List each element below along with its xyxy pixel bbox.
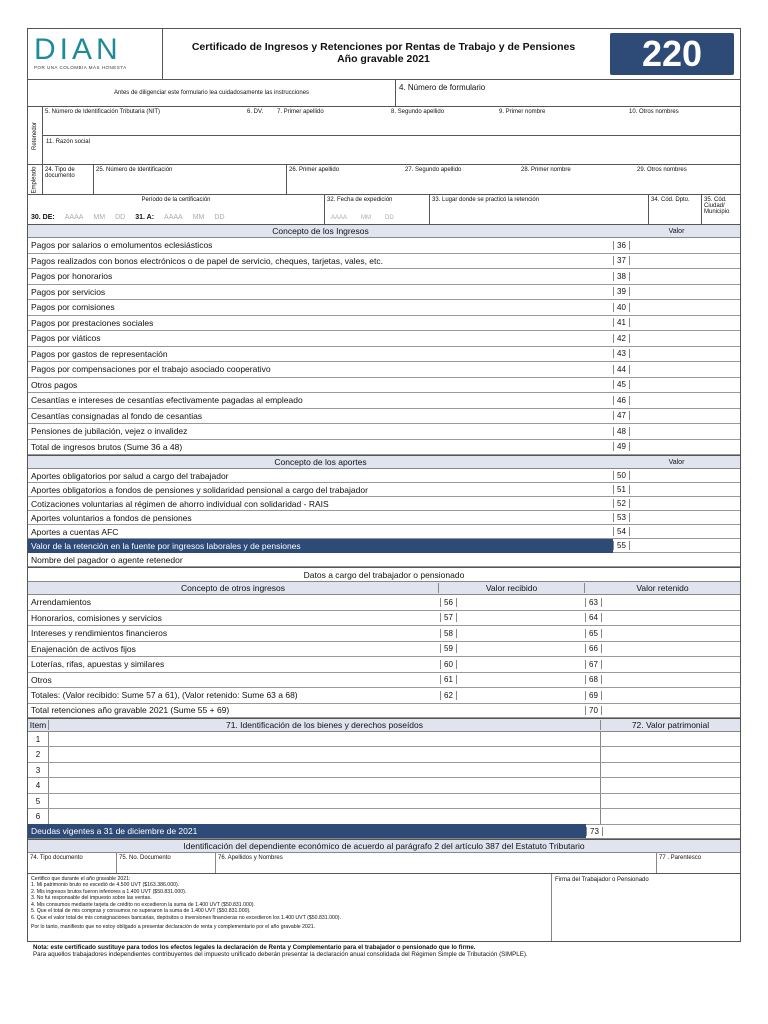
row-number: 50 <box>613 471 630 480</box>
row-number: 52 <box>613 499 630 508</box>
concept-label: Cotizaciones voluntarias al régimen de ahorro individual con solidaridad - RAIS <box>31 498 329 509</box>
numero-identificacion-field[interactable] <box>94 165 287 194</box>
tipo-documento-field[interactable] <box>43 165 94 194</box>
instructions-text: Antes de diligenciar este formulario lea cuidadosamente las instrucciones <box>28 80 396 106</box>
table-row <box>28 347 740 363</box>
item-number: 5 <box>28 794 49 809</box>
row-number: 42 <box>613 334 630 343</box>
nota-line2: Para aquellos trabajadores independientes contribuyentes del impuesto unificado deberán presentar la declaración anual consolidada del Régimen Simple de Tributación (SIMPLE). <box>33 951 528 958</box>
empleado-section <box>27 165 741 195</box>
total-retenciones-row <box>28 704 740 718</box>
field4-label: 4. Número de formulario <box>399 83 486 92</box>
table-row <box>28 595 740 611</box>
ingresos-header <box>28 225 740 238</box>
deudas-row <box>28 825 740 839</box>
pagador-row[interactable] <box>28 553 740 567</box>
aportes-rows <box>28 469 740 539</box>
dependiente-fields <box>28 853 740 873</box>
concept-label: Pensiones de jubilación, vejez o invalidez <box>31 426 188 437</box>
table-row <box>28 269 740 285</box>
table-row <box>28 316 740 332</box>
f74-label: 74. Tipo documento <box>30 854 83 861</box>
intro-row <box>27 80 741 107</box>
firma-field[interactable] <box>552 874 740 941</box>
retenedor-section <box>27 107 741 165</box>
retenedor-row1 <box>43 107 740 136</box>
concept-label: Aportes obligatorios por salud a cargo del trabajador <box>31 470 229 481</box>
firma-label: Firma del Trabajador o Pensionado <box>555 876 649 883</box>
bienes-header <box>28 719 740 732</box>
segundo-apellido-field[interactable] <box>389 107 497 135</box>
concept-label: Pagos realizados con bonos electrónicos o de papel de servicio, cheques, tarjetas, vales, etc. <box>31 255 384 266</box>
bien-ident-cell[interactable] <box>49 794 600 809</box>
row-number: 39 <box>613 287 630 296</box>
item-number: 4 <box>28 778 49 793</box>
a-mm[interactable]: MM <box>192 214 205 221</box>
f24-label: 24. Tipo de documento <box>45 167 75 179</box>
emp-segundo-apellido-field[interactable] <box>403 165 519 194</box>
retencion-label: Valor de la retención en la fuente por ingresos laborales y de pensiones <box>28 539 613 553</box>
row-number: 38 <box>613 272 630 281</box>
bien-ident-cell[interactable] <box>49 809 600 824</box>
certificate-form <box>27 28 741 959</box>
concept-label: Pagos por servicios <box>31 286 106 297</box>
ingresos-concept-header: Concepto de los Ingresos <box>272 226 369 236</box>
title-line2: Año gravable 2021 <box>337 53 430 65</box>
exp-aaaa: AAAA <box>331 215 348 221</box>
bienes-table <box>27 719 741 840</box>
dep-tipo-doc-field[interactable] <box>28 853 117 873</box>
row-number: 61 <box>440 675 457 684</box>
concept-label: Total de ingresos brutos (Sume 36 a 48) <box>31 441 183 452</box>
table-row <box>28 285 740 301</box>
f77-label: 77 . Parentesco <box>659 854 702 861</box>
de-aaaa[interactable]: AAAA <box>64 214 84 221</box>
otros-ingresos-table <box>27 568 741 719</box>
periodo-section <box>27 195 741 225</box>
concept-label: Cesantías e intereses de cesantías efectivamente pagadas al empleado <box>31 395 303 406</box>
table-row <box>28 378 740 394</box>
form-number: 220 <box>610 33 734 75</box>
periodo-block <box>28 195 325 224</box>
otros-concept-header: Concepto de otros ingresos <box>181 583 285 593</box>
table-row <box>28 778 740 794</box>
fecha-placeholders <box>331 215 394 221</box>
table-row <box>28 794 740 810</box>
concept-label: Cesantías consignadas al fondo de cesantias <box>31 410 203 421</box>
retenido-header: Valor retenido <box>584 583 740 593</box>
certifico-line: 5. Que el total de mis compras y consumos no superaron la suma de 1.400 UVT ($50.831.000). <box>31 908 251 915</box>
concept-label: Pagos por honorarios <box>31 271 113 282</box>
concept-label: Pagos por gastos de representación <box>31 348 168 359</box>
concept-label: Intereses y rendimientos financieros <box>31 628 168 639</box>
f6-label: 6. DV. <box>247 109 264 115</box>
item-number: 3 <box>28 763 49 778</box>
row-number: 45 <box>613 380 630 389</box>
concept-label: Arrendamientos <box>31 597 92 608</box>
row-number: 57 <box>440 613 457 622</box>
retencion-num: 55 <box>613 541 630 550</box>
aportes-header <box>28 456 740 469</box>
ingresos-rows <box>28 238 740 455</box>
certifico-intro: Certifico que durante el año gravable 2021: <box>31 875 131 882</box>
form-number-field[interactable] <box>396 80 740 106</box>
periodo-label: Período de la certificación <box>141 197 211 203</box>
exp-dd: DD <box>385 215 394 221</box>
row-number: 36 <box>613 241 630 250</box>
certifico-line: 3. No fui responsable del impuesto sobre las ventas. <box>31 895 152 902</box>
aportes-concept-header: Concepto de los aportes <box>274 457 367 467</box>
table-row <box>28 809 740 825</box>
periodo-a: 31. A: <box>135 214 155 221</box>
otros-nombres-field[interactable] <box>627 107 740 135</box>
row-number: 47 <box>613 411 630 420</box>
ingresos-value-header: Valor <box>668 227 685 235</box>
nota-line1: Nota: este certificado sustituye para todos los efectos legales la declaración de Renta y Complementario para el trabajador o pensionado que lo firme. <box>33 943 476 951</box>
row-number: 46 <box>613 396 630 405</box>
valor-patrimonial-cell[interactable] <box>600 732 740 747</box>
primer-nombre-field[interactable] <box>497 107 627 135</box>
f5-label: 5. Número de Identificación Tributaria (NIT) <box>45 109 161 115</box>
certifico-text <box>28 874 552 941</box>
empleado-side-label: Empleado <box>32 165 38 194</box>
concept-label: Enajenación de activos fijos <box>31 643 136 654</box>
de-dd[interactable]: DD <box>115 214 126 221</box>
concept-label: Pagos por salarios o emolumentos eclesiásticos <box>31 240 213 251</box>
row-number: 58 <box>440 629 457 638</box>
emp-primer-nombre-field[interactable] <box>519 165 635 194</box>
logo-wordmark: DIAN <box>34 33 122 66</box>
valor-patrimonial-cell[interactable] <box>600 809 740 824</box>
bienes-rows <box>28 732 740 825</box>
aportes-value-header: Valor <box>668 458 685 466</box>
dependiente-header: Identificación del dependiente económico de acuerdo al parágrafo 2 del artículo 387 del Estatuto Tributario <box>28 840 740 853</box>
emp-otros-nombres-field[interactable] <box>635 165 740 194</box>
concept-label: Otros pagos <box>31 379 78 390</box>
otros-rows <box>28 595 740 704</box>
form-header <box>27 28 741 80</box>
row-number: 43 <box>613 349 630 358</box>
bien-ident-cell[interactable] <box>49 732 600 747</box>
valor-patrimonial-cell[interactable] <box>600 747 740 762</box>
dv-field[interactable] <box>245 107 275 135</box>
f26-label: 26. Primer apellido <box>289 167 340 173</box>
concept-label: Otros <box>31 674 52 685</box>
bien-ident-cell[interactable] <box>49 747 600 762</box>
concept-label: Aportes voluntarios a fondos de pensiones <box>31 512 192 523</box>
row-number: 59 <box>440 644 457 653</box>
a-dd[interactable]: DD <box>214 214 225 221</box>
table-row <box>28 673 740 689</box>
f9-label: 9. Primer nombre <box>499 109 546 115</box>
f75-label: 75. No. Documento <box>119 854 171 861</box>
table-row <box>28 511 740 525</box>
concept-label: Pagos por comisiones <box>31 302 115 313</box>
total-retenciones-label: Total retenciones año gravable 2021 (Sume 55 + 69) <box>31 705 230 715</box>
bien-ident-cell[interactable] <box>49 778 600 793</box>
aportes-table <box>27 456 741 568</box>
table-row <box>28 393 740 409</box>
row-number: 62 <box>440 691 457 700</box>
dependiente-section <box>27 840 741 874</box>
bien-ident-cell[interactable] <box>49 763 600 778</box>
ident-header: 71. Identificación de los bienes y derechos poseídos <box>225 719 424 730</box>
table-row <box>28 611 740 627</box>
item-number: 6 <box>28 809 49 824</box>
concept-label: Loterías, rifas, apuestas y similares <box>31 659 165 670</box>
cod-ciudad-field[interactable] <box>702 195 740 224</box>
periodo-de: 30. DE: <box>31 214 55 221</box>
row-number: 60 <box>440 660 457 669</box>
logo-tagline: POR UNA COLOMBIA MÁS HONESTA <box>34 65 127 70</box>
f11-label: 11. Razón social <box>46 139 90 145</box>
table-row <box>28 525 740 539</box>
row-number: 54 <box>613 527 630 536</box>
dep-parentesco-field[interactable] <box>657 853 740 873</box>
lugar-retencion-field[interactable] <box>430 195 649 224</box>
table-row <box>28 642 740 658</box>
otros-header <box>28 582 740 595</box>
periodo-dates <box>31 214 225 221</box>
certifico-line: 1. Mi patrimonio bruto no excedió de 4.500 UVT ($163.386.000). <box>31 882 180 889</box>
row-number: 66 <box>585 644 602 653</box>
f10-label: 10. Otros nombres <box>629 109 679 115</box>
deudas-num: 73 <box>586 827 603 836</box>
table-row <box>28 763 740 779</box>
dep-nombres-field[interactable] <box>216 853 657 873</box>
item-number: 2 <box>28 747 49 762</box>
pagador-label: Nombre del pagador o agente retenedor <box>31 554 183 565</box>
row-number: 49 <box>613 442 630 451</box>
certifico-section <box>27 874 741 942</box>
fecha-expedicion-field[interactable] <box>325 195 430 224</box>
cod-dpto-field[interactable] <box>649 195 702 224</box>
f8-label: 8. Segundo apellido <box>391 109 445 115</box>
f76-label: 76. Apellidos y Nombres <box>218 854 283 861</box>
nit-field[interactable] <box>43 107 245 135</box>
table-row <box>28 331 740 347</box>
table-row <box>28 483 740 497</box>
row-number: 53 <box>613 513 630 522</box>
row-number: 44 <box>613 365 630 374</box>
datos-header: Datos a cargo del trabajador o pensionado <box>28 568 740 582</box>
row-number: 65 <box>585 629 602 638</box>
row-number: 40 <box>613 303 630 312</box>
table-row <box>28 732 740 748</box>
recibido-header: Valor recibido <box>438 583 584 593</box>
f28-label: 28. Primer nombre <box>521 167 571 173</box>
item-header: Item <box>28 720 49 730</box>
concept-label: Honorarios, comisiones y servicios <box>31 612 162 623</box>
exp-mm: MM <box>361 215 372 221</box>
table-row <box>28 469 740 483</box>
f35-label: 35. Cód. Ciudad/ Municipio <box>704 197 730 215</box>
f33-label: 33. Lugar donde se practicó la retención <box>432 197 540 203</box>
valor-patrimonial-header: 72. Valor patrimonial <box>600 720 740 730</box>
valor-patrimonial-cell[interactable] <box>600 794 740 809</box>
retenedor-side-label: Retenedor <box>32 121 38 150</box>
retenedor-fields <box>43 107 740 164</box>
row-number: 64 <box>585 613 602 622</box>
concept-label: Aportes a cuentas AFC <box>31 526 119 537</box>
deudas-label: Deudas vigentes a 31 de diciembre de 2021 <box>28 824 586 838</box>
table-row <box>28 409 740 425</box>
valor-patrimonial-cell[interactable] <box>600 778 740 793</box>
emp-primer-apellido-field[interactable] <box>287 165 403 194</box>
f7-label: 7. Primer apellido <box>277 109 324 115</box>
a-aaaa[interactable]: AAAA <box>164 214 183 221</box>
row-number: 56 <box>440 598 457 607</box>
razon-social-field[interactable] <box>43 136 740 164</box>
certifico-line: 4. Mis consumos mediante tarjeta de crédito no excedieron la suma de 1.400 UVT ($50.831.000). <box>31 901 255 908</box>
title-line1: Certificado de Ingresos y Retenciones por Rentas de Trabajo y de Pensiones <box>191 41 576 53</box>
valor-patrimonial-cell[interactable] <box>600 763 740 778</box>
item-number: 1 <box>28 732 49 747</box>
row-number: 48 <box>613 427 630 436</box>
de-mm[interactable]: MM <box>93 214 106 221</box>
f27-label: 27. Segundo apellido <box>405 167 462 173</box>
table-row <box>28 362 740 378</box>
table-row <box>28 254 740 270</box>
row-number: 51 <box>613 485 630 494</box>
retenedor-side <box>28 107 43 164</box>
certifico-closing: Por lo tanto, manifiesto que no estoy obligado a presentar declaración de renta y complementario por el año gravable 2021. <box>31 923 316 930</box>
concept-label: Aportes obligatorios a fondos de pensiones y solidaridad pensional a cargo del trabajador <box>31 484 368 495</box>
row-number: 63 <box>585 598 602 607</box>
table-row <box>28 440 740 456</box>
row-number: 69 <box>585 691 602 700</box>
table-row <box>28 238 740 254</box>
f34-label: 34. Cód. Dpto. <box>651 197 690 203</box>
table-row <box>28 497 740 511</box>
table-row <box>28 300 740 316</box>
f29-label: 29. Otros nombres <box>637 167 687 173</box>
certifico-line: 6. Que el valor total de mis consignaciones bancarias, depósitos o inversiones financieras no excedieron los 1.400 UVT ($50.831.000). <box>31 915 341 922</box>
f32-label: 32. Fecha de expedición <box>327 197 393 203</box>
row-number: 37 <box>613 256 630 265</box>
table-row <box>28 424 740 440</box>
certifico-line: 2. Mis ingresos brutos fueron inferiores a 1.400 UVT ($50.831.000). <box>31 888 187 895</box>
ingresos-table <box>27 225 741 456</box>
form-number-box <box>604 29 740 79</box>
table-row <box>28 626 740 642</box>
form-title <box>163 29 604 79</box>
concept-label: Totales: (Valor recibido: Sume 57 a 61), (Valor retenido: Sume 63 a 68) <box>31 690 298 701</box>
table-row <box>28 657 740 673</box>
row-number: 68 <box>585 675 602 684</box>
total-retenciones-num: 70 <box>585 706 602 715</box>
row-number: 67 <box>585 660 602 669</box>
table-row <box>28 747 740 763</box>
f25-label: 25. Número de Identificación <box>96 167 173 173</box>
row-number: 41 <box>613 318 630 327</box>
concept-label: Pagos por viáticos <box>31 333 101 344</box>
concept-label: Pagos por compensaciones por el trabajo asociado cooperativo <box>31 364 271 375</box>
concept-label: Pagos por prestaciones sociales <box>31 317 154 328</box>
dep-no-doc-field[interactable] <box>117 853 216 873</box>
retencion-row <box>28 539 740 553</box>
primer-apellido-field[interactable] <box>275 107 389 135</box>
table-row <box>28 688 740 704</box>
empleado-side <box>28 165 43 194</box>
nota <box>27 942 741 959</box>
dian-logo <box>28 29 163 79</box>
